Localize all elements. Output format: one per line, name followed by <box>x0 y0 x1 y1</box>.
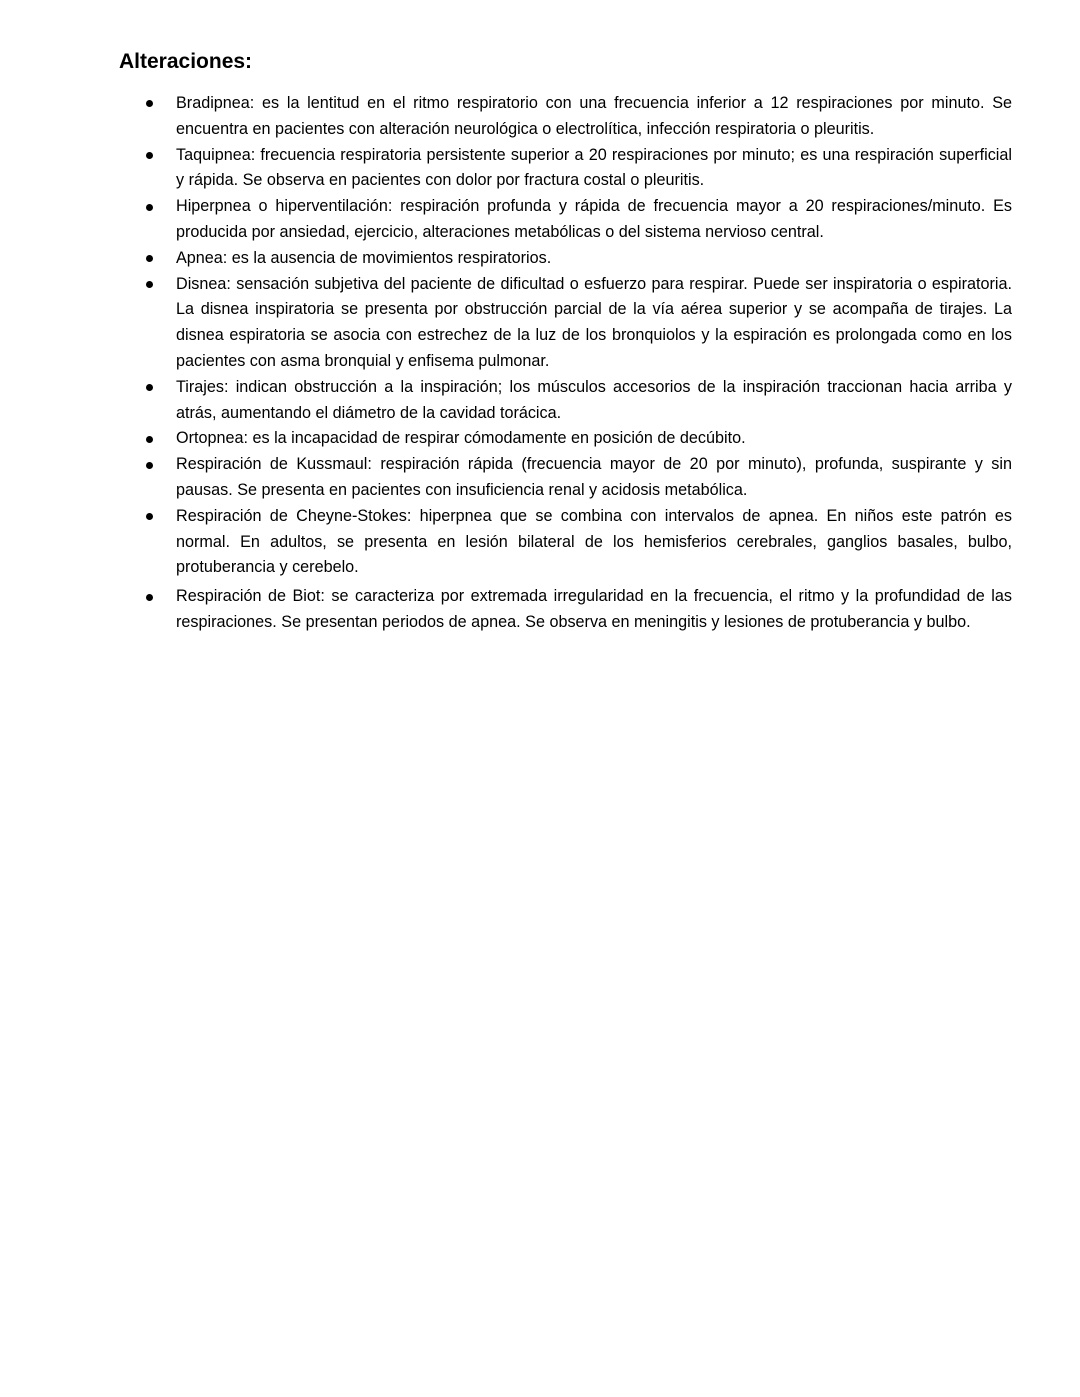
bullet-icon <box>144 584 154 610</box>
list-item-text: Hiperpnea o hiperventilación: respiración profunda y rápida de frecuencia mayor a 20 respiraciones/minuto. Es producida por ansiedad, ejercicio, alteraciones metabólicas o del sistema nervioso central. <box>176 197 1012 241</box>
bullet-icon <box>144 426 154 452</box>
list-item-text: Respiración de Kussmaul: respiración rápida (frecuencia mayor de 20 por minuto), profunda, suspirante y sin pausas. Se presenta en pacientes con insuficiencia renal y acidosis metabólica. <box>176 455 1012 499</box>
list-item-text: Taquipnea: frecuencia respiratoria persistente superior a 20 respiraciones por minuto; es una respiración superficial y rápida. Se observa en pacientes con dolor por fractura costal o pleuritis. <box>176 145 1012 190</box>
list-item-tirajes <box>176 375 1012 427</box>
list-item-bradipnea <box>176 91 1012 143</box>
list-item-disnea <box>176 272 1012 375</box>
bullet-icon <box>144 143 154 169</box>
bullet-icon <box>144 375 154 401</box>
list-item-text: Disnea: sensación subjetiva del paciente de dificultad o esfuerzo para respirar. Puede ser inspiratoria o espiratoria. La disnea inspiratoria se presenta por obstrucción parcial de la vía aérea superior y se acompaña de tirajes. La disnea espiratoria se asocia con estrechez de la luz de los bronquiolos y la espiración es prolongada como en los pacientes con asma bronquial y enfisema pulmonar. <box>176 274 1012 370</box>
list-item-text: Respiración de Biot: se caracteriza por extremada irregularidad en la frecuencia, el ritmo y la profundidad de las respiraciones. Se presentan periodos de apnea. Se observa en meningitis y lesiones de protuberancia y bulbo. <box>176 587 1012 631</box>
list-item-text: Respiración de Cheyne-Stokes: hiperpnea que se combina con intervalos de apnea. En niños este patrón es normal. En adultos, se presenta en lesión bilateral de los hemisferios cerebrales, ganglios basales, bulbo, protuberancia y cerebelo. <box>176 506 1012 577</box>
bullet-icon <box>144 452 154 478</box>
bullet-icon <box>144 194 154 220</box>
alterations-list <box>176 91 1012 636</box>
list-item-apnea <box>176 246 1012 272</box>
bullet-icon <box>144 272 154 298</box>
list-item-taquipnea <box>176 143 1012 195</box>
list-item-text: Tirajes: indican obstrucción a la inspiración; los músculos accesorios de la inspiración traccionan hacia arriba y atrás, aumentando el diámetro de la cavidad torácica. <box>176 377 1012 422</box>
list-item-text: Apnea: es la ausencia de movimientos respiratorios. <box>176 248 552 267</box>
section-heading: Alteraciones: <box>119 50 253 73</box>
bullet-icon <box>144 246 154 272</box>
list-item-text: Ortopnea: es la incapacidad de respirar cómodamente en posición de decúbito. <box>176 429 746 448</box>
bullet-icon <box>144 91 154 117</box>
list-item-text: Bradipnea: es la lentitud en el ritmo respiratorio con una frecuencia inferior a 12 respiraciones por minuto. Se encuentra en pacientes con alteración neurológica o electrolítica, infección respiratoria o pleuritis. <box>176 94 1012 138</box>
list-item-hiperpnea <box>176 194 1012 246</box>
bullet-icon <box>144 504 154 530</box>
list-item-ortopnea <box>176 426 1012 452</box>
list-item-biot <box>176 584 1012 636</box>
list-item-kussmaul <box>176 452 1012 504</box>
list-item-cheyne-stokes <box>176 504 1012 581</box>
